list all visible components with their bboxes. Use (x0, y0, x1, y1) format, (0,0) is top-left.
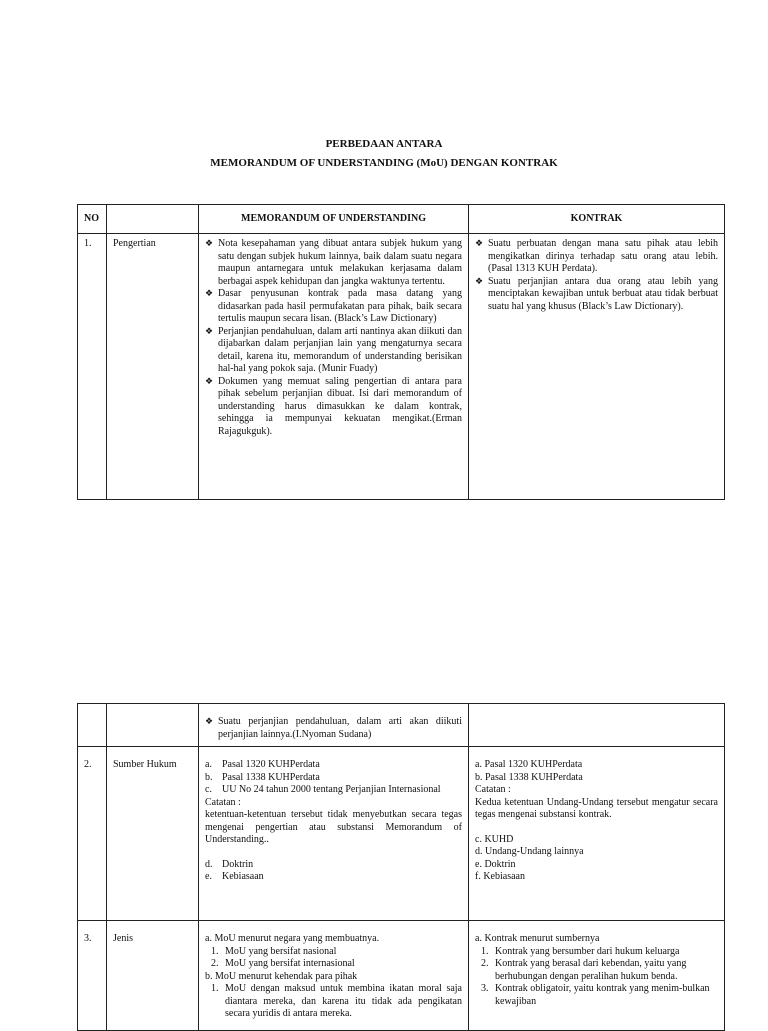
row2-no: 2. (78, 747, 107, 921)
row2-kontrak-catatan-text: Kedua ketentuan Undang-Undang tersebut mengatur secara tegas mengenai substansi kontrak. (475, 796, 718, 820)
row1-kontrak-item: ❖ Suatu perjanjian antara dua orang atau lebih yang menciptakan kewajiban untuk berbuat atau tidak berbuat suatu hal yang khusus (Black’s Law Dictionary). (475, 276, 718, 314)
row3-mou-a: a. MoU menurut negara yang membuatnya. (205, 933, 380, 944)
header-kontrak: KONTRAK (469, 205, 725, 234)
row2-mou-item: b. Pasal 1338 KUHPerdata (205, 771, 320, 783)
row3-kontrak-a: a. Kontrak menurut sumbernya (475, 933, 600, 944)
header-mou: MEMORANDUM OF UNDERSTANDING (199, 205, 469, 234)
row3-mou-cell (199, 921, 469, 1031)
row1-kontrak-cell (469, 234, 725, 500)
row1-cont-kontrak-cell (469, 704, 725, 747)
row3-mou-a-item: 2. MoU yang bersifat internasional (211, 958, 355, 969)
row2-mou-catatan-text: ketentuan-ketentuan tersebut tidak menyebutkan secara tegas mengenai pengertian atau substansi Memorandum of Understanding.. (205, 809, 462, 845)
row1-mou-item: ❖ Nota kesepahaman yang dibuat antara subjek hukum yang satu dengan subjek hukum lainnya, baik dalam suatu negara maupun antarnegara untuk melakukan kerjasama dalam berbagai aspek kehidupan dan jangka waktunya tertentu. (205, 238, 462, 288)
title-line-1: PERBEDAAN ANTARA (325, 138, 443, 150)
row1-kontrak-item: ❖ Suatu perbuatan dengan mana satu pihak atau lebih mengikatkan dirinya terhadap satu orang atau lebih.(Pasal 1313 KUH Perdata). (475, 238, 718, 276)
row3-kontrak-item: 2. Kontrak yang berasal dari kebendan, yaitu yang berhubungan dengan peralihan hukum benda. (481, 958, 687, 982)
row2-mou-catatan-label: Catatan : (205, 796, 241, 808)
row2-mou-item: a. Pasal 1320 KUHPerdata (205, 759, 320, 770)
row2-label: Sumber Hukum (107, 747, 199, 921)
row3-label: Jenis (107, 921, 199, 1031)
row3-kontrak-cell (469, 921, 725, 1031)
row2-kontrak-item: d. Undang-Undang lainnya (475, 846, 584, 857)
row1-mou-cell (199, 234, 469, 500)
header-blank (107, 205, 199, 234)
row3-mou-a-item: 1. MoU yang bersifat nasional (211, 945, 337, 957)
row2-mou-item: e. Kebiasaan (205, 871, 264, 882)
row2-mou-item: c. UU No 24 tahun 2000 tentang Perjanjian Internasional (205, 784, 441, 795)
row2-mou-item: d. Doktrin (205, 858, 254, 870)
row3-kontrak-item: 3. Kontrak obligatoir, yaitu kontrak yang menim-bulkan kewajiban (481, 983, 710, 1007)
row2-kontrak-item: c. KUHD (475, 833, 514, 845)
comparison-table-1 (77, 204, 725, 500)
header-no: NO (78, 205, 107, 234)
row2-mou-cell (199, 747, 469, 921)
comparison-table-2 (77, 703, 725, 1031)
row2-kontrak-item: e. Doktrin (475, 858, 516, 870)
row3-mou-b: b. MoU menurut kehendak para pihak (205, 970, 358, 982)
row1-cont-mou-cell (199, 704, 469, 747)
row1-no: 1. (78, 234, 107, 500)
row1-cont-mou-item: ❖ Suatu perjanjian pendahuluan, dalam arti akan diikuti perjanjian lainnya.(I.Nyoman Sudana) (205, 716, 462, 741)
row1-mou-item: ❖ Dasar penyusunan kontrak pada masa datang yang didasarkan pada hasil permufakatan para pihak, baik secara tertulis maupun secara lisan. (Black’s Law Dictionary) (205, 288, 462, 326)
row2-kontrak-catatan-label: Catatan : (475, 784, 511, 795)
row1-cont-label (107, 704, 199, 747)
row3-kontrak-item: 1. Kontrak yang bersumber dari hukum keluarga (481, 945, 680, 957)
row1-cont-no (78, 704, 107, 747)
row3-no: 3. (78, 921, 107, 1031)
row2-kontrak-cell (469, 747, 725, 921)
row2-kontrak-item: f. Kebiasaan (475, 871, 525, 882)
row1-mou-item: ❖ Dokumen yang memuat saling pengertian di antara para pihak sebelum perjanjian dibuat. Isi dari memorandum of understanding harus dimasukkan ke dalam kontrak, sehingga ia mempunyai kekuatan mengikat.(Erman Rajagukguk). (205, 376, 462, 439)
row1-label: Pengertian (107, 234, 199, 500)
title-line-2: MEMORANDUM OF UNDERSTANDING (MoU) DENGAN KONTRAK (210, 157, 558, 169)
row3-mou-b-item: 1. MoU dengan maksud untuk membina ikatan moral saja diantara mereka, dan karena itu tidak ada pengikatan secara yuridis di antara mereka. (211, 983, 462, 1019)
row2-kontrak-item: b. Pasal 1338 KUHPerdata (475, 771, 583, 783)
row2-kontrak-item: a. Pasal 1320 KUHPerdata (475, 759, 583, 770)
row1-mou-item: ❖ Perjanjian pendahuluan, dalam arti nantinya akan diikuti dan dijabarkan dalam perjanjian lain yang mengaturnya secara detail, karena itu, memorandum of understanding berisikan hal-hal yang pokok saja. (Munir Fuady) (205, 326, 462, 376)
